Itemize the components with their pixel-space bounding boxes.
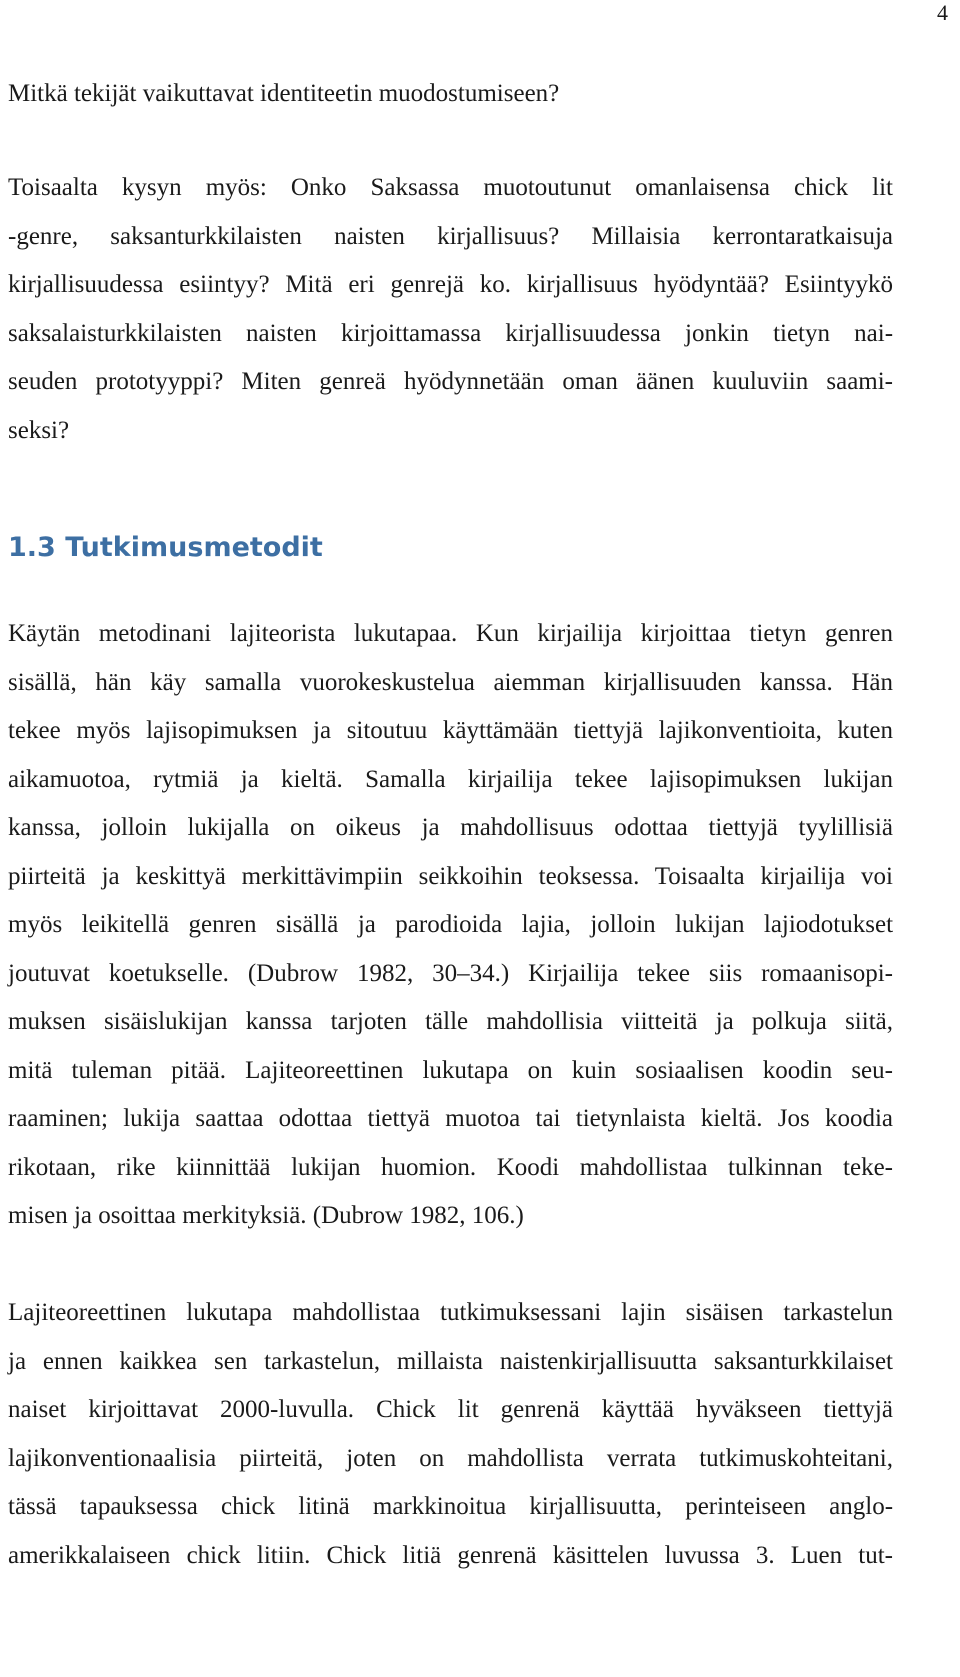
text-line: Mitkä tekijät vaikuttavat identiteetin muodostumiseen? — [8, 80, 560, 107]
text-line: lajikonventionaalisia piirteitä, joten on mahdollista verrata tutkimuskohteitani, — [8, 1444, 893, 1472]
text-line: mitä tuleman pitää. Lajiteoreettinen lukutapa on kuin sosiaalisen koodin seu- — [8, 1056, 893, 1084]
text-line: piirteitä ja keskittyä merkittävimpiin seikkoihin teoksessa. Toisaalta kirjailija voi — [8, 862, 893, 890]
text-line: aikamuotoa, rytmiä ja kieltä. Samalla kirjailija tekee lajisopimuksen lukijan — [8, 765, 893, 793]
text-line: seksi? — [8, 416, 70, 444]
page-number: 4 — [937, 0, 948, 25]
text-line: Lajiteoreettinen lukutapa mahdollistaa tutkimuksessani lajin sisäisen tarkastelun — [8, 1299, 894, 1326]
text-line: raaminen; lukija saattaa odottaa tiettyä muotoa tai tietynlaista kieltä. Jos koodia — [8, 1105, 893, 1132]
paragraph-research-questions-genre — [8, 164, 893, 455]
text-line: misen ja osoittaa merkityksiä. (Dubrow 1982, 106.) — [8, 1202, 524, 1229]
text-line: tekee myös lajisopimuksen ja sitoutuu käyttämään tiettyjä lajikonventioita, kuten — [8, 717, 893, 744]
section-heading: 1.3 Tutkimusmetodit — [8, 532, 323, 563]
paragraph-method-description — [8, 610, 893, 1241]
text-line: ja ennen kaikkea sen tarkastelun, millaista naistenkirjallisuutta saksanturkkilaiset — [8, 1347, 894, 1375]
text-line: Käytän metodinani lajiteorista lukutapaa. Kun kirjailija kirjoittaa tietyn genren — [8, 620, 893, 647]
text-line: Toisaalta kysyn myös: Onko Saksassa muotoutunut omanlaisensa chick lit — [8, 174, 894, 201]
text-line: saksalaisturkkilaisten naisten kirjoittamassa kirjallisuudessa jonkin tietyn nai- — [8, 319, 894, 347]
text-line: seuden prototyyppi? Miten genreä hyödynnetään oman äänen kuuluviin saami- — [8, 368, 894, 395]
text-line: -genre, saksanturkkilaisten naisten kirjallisuus? Millaisia kerrontaratkaisuja — [8, 222, 893, 250]
text-line: muksen sisäislukijan kanssa tarjoten tälle mahdollisia viitteitä ja polkuja siitä, — [8, 1008, 893, 1035]
paragraph-genre-reading — [8, 1289, 893, 1580]
text-line: naiset kirjoittavat 2000-luvulla. Chick lit genrenä käyttää hyväkseen tiettyjä — [8, 1396, 893, 1423]
text-line: tässä tapauksessa chick litinä markkinoitua kirjallisuutta, perinteiseen anglo- — [8, 1493, 894, 1520]
text-line: kirjallisuudessa esiintyy? Mitä eri genrejä ko. kirjallisuus hyödyntää? Esiintyykö — [8, 271, 894, 298]
text-line: rikotaan, rike kiinnittää lukijan huomion. Koodi mahdollistaa tulkinnan teke- — [8, 1153, 893, 1181]
text-line: joutuvat koetukselle. (Dubrow 1982, 30–34.) Kirjailija tekee siis romaanisopi- — [8, 959, 893, 987]
text-line: myös leikitellä genren sisällä ja parodioida lajia, jolloin lukijan lajiodotukset — [8, 911, 894, 938]
text-line: kanssa, jolloin lukijalla on oikeus ja mahdollisuus odottaa tiettyjä tyylillisiä — [8, 814, 893, 841]
text-line: sisällä, hän käy samalla vuorokeskustelua aiemman kirjallisuuden kanssa. Hän — [8, 668, 894, 696]
paragraph-research-question — [8, 70, 893, 119]
text-line: amerikkalaiseen chick litiin. Chick litiä genrenä käsittelen luvussa 3. Luen tut- — [8, 1541, 893, 1569]
